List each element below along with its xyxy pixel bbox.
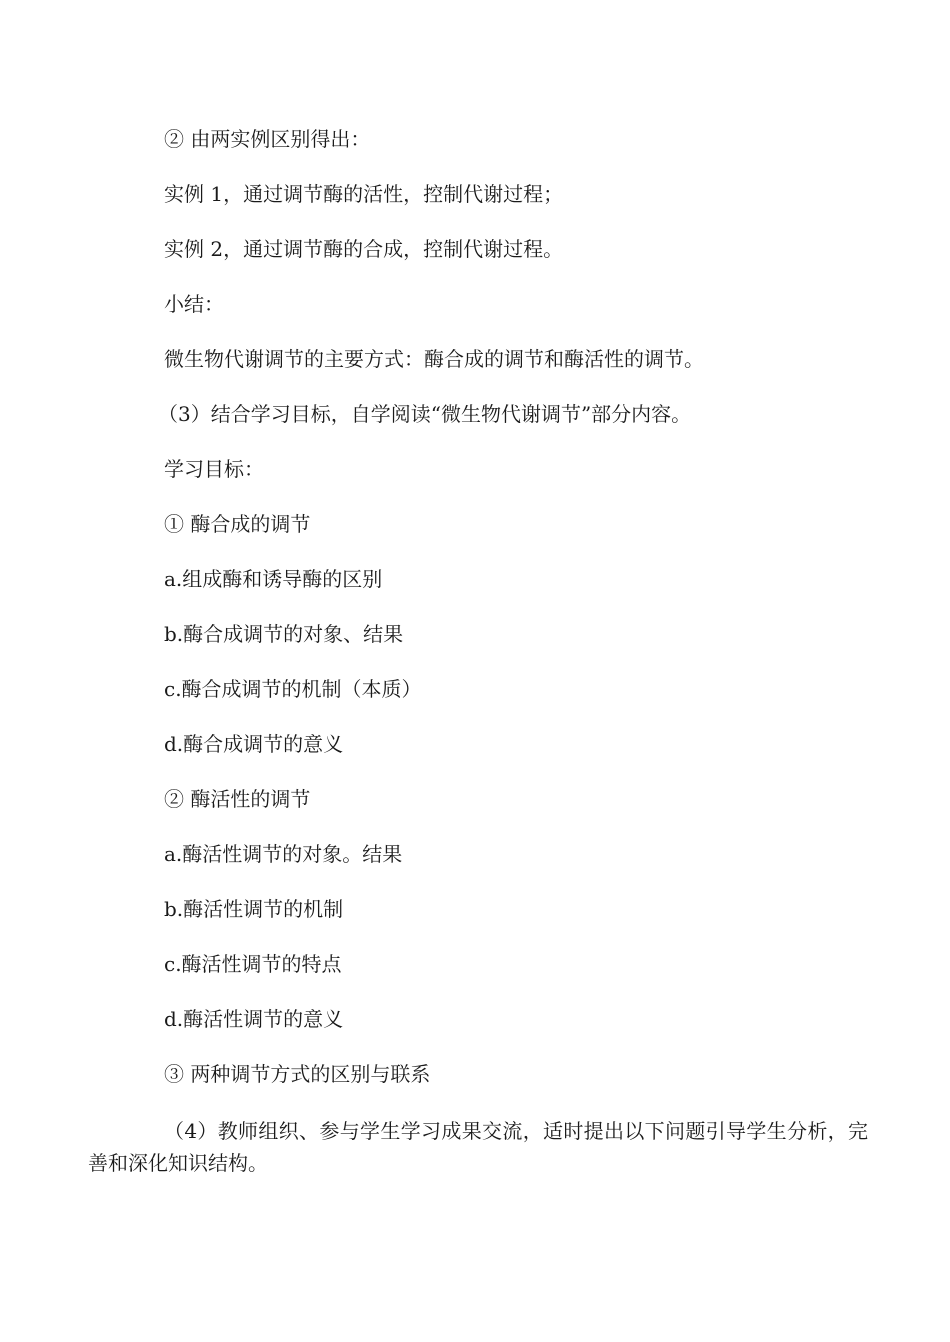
- list-item: d.酶合成调节的意义: [164, 732, 344, 756]
- list-item: b.酶合成调节的对象、结果: [164, 622, 404, 646]
- list-item: c.酶合成调节的机制（本质）: [164, 677, 422, 701]
- body-paragraph: （4）教师组织、参与学生学习成果交流，适时提出以下问题引导学生分析，完善和深化知识结构。: [88, 1119, 868, 1175]
- list-heading: ① 酶合成的调节: [164, 512, 311, 536]
- text-line: 实例 1，通过调节酶的活性，控制代谢过程；: [164, 182, 564, 206]
- list-heading: ③ 两种调节方式的区别与联系: [164, 1062, 431, 1086]
- section-heading: 小结：: [164, 292, 224, 316]
- list-item: a.组成酶和诱导酶的区别: [164, 567, 383, 591]
- text-line: ② 由两实例区别得出：: [164, 127, 371, 151]
- text-line: 微生物代谢调节的主要方式：酶合成的调节和酶活性的调节。: [164, 347, 704, 371]
- list-item: c.酶活性调节的特点: [164, 952, 342, 976]
- text-line: 实例 2，通过调节酶的合成，控制代谢过程。: [164, 237, 564, 261]
- text-line: （3）结合学习目标，自学阅读“微生物代谢调节”部分内容。: [158, 402, 692, 426]
- list-item: b.酶活性调节的机制: [164, 897, 344, 921]
- list-item: d.酶活性调节的意义: [164, 1007, 344, 1031]
- list-item: a.酶活性调节的对象。结果: [164, 842, 403, 866]
- section-heading: 学习目标：: [164, 457, 264, 481]
- list-heading: ② 酶活性的调节: [164, 787, 311, 811]
